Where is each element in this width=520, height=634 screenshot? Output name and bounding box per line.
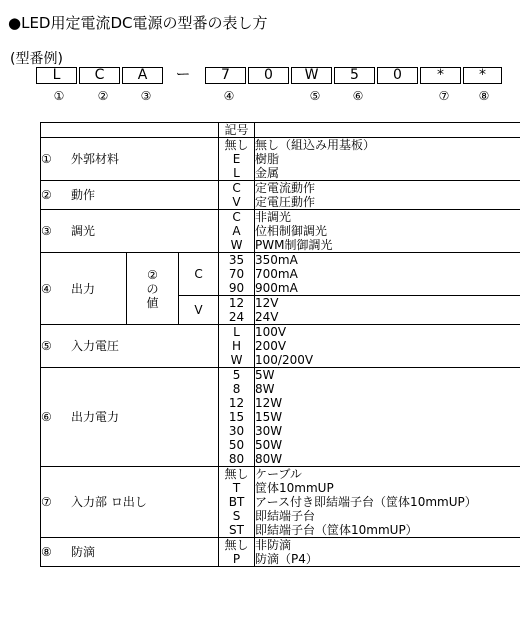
- category-name: 調光: [71, 224, 96, 238]
- code-cell: 30: [219, 424, 255, 438]
- index-marker: ⑧: [478, 89, 490, 103]
- model-char-box: C: [79, 67, 120, 84]
- mode-cell: V: [179, 296, 219, 325]
- desc-cell: アース付き即結端子台（筐体10mmUP）: [255, 495, 520, 509]
- desc-cell: 防滴（P4）: [255, 552, 520, 567]
- desc-cell: 80W: [255, 452, 520, 467]
- category-number: ⑧: [41, 545, 52, 559]
- category-cell: [41, 181, 219, 210]
- model-char-box: *: [463, 67, 502, 84]
- table-row: [41, 253, 520, 268]
- desc-cell: 8W: [255, 382, 520, 396]
- index-marker: ①: [53, 89, 65, 103]
- desc-cell: 350mA: [255, 253, 520, 268]
- desc-cell: 30W: [255, 424, 520, 438]
- category-name: 動作: [71, 188, 96, 202]
- category-cell: [41, 253, 127, 325]
- desc-cell: 100V: [255, 325, 520, 340]
- code-cell: 80: [219, 452, 255, 467]
- category-name: 出力: [71, 281, 96, 296]
- model-char-box: 0: [248, 67, 289, 84]
- code-cell: L: [219, 166, 255, 181]
- header-code: 記号: [219, 123, 255, 138]
- desc-cell: 15W: [255, 410, 520, 424]
- category-name: 外郭材料: [71, 152, 120, 166]
- index-marker: ④: [223, 89, 235, 103]
- model-number-boxes: [36, 67, 502, 84]
- model-char-box: W: [291, 67, 332, 84]
- category-name: 防滴: [71, 545, 96, 559]
- table-header-row: [41, 123, 520, 138]
- category-number: ②: [41, 188, 52, 202]
- model-char-box: L: [36, 67, 77, 84]
- category-cell: [41, 325, 219, 368]
- code-cell: W: [219, 353, 255, 368]
- code-cell: BT: [219, 495, 255, 509]
- code-cell: C: [219, 181, 255, 196]
- desc-cell: 定電圧動作: [255, 195, 520, 210]
- code-cell: 無し: [219, 538, 255, 553]
- desc-cell: 非防滴: [255, 538, 520, 553]
- category-name: 入力電圧: [71, 339, 120, 353]
- desc-cell: 900mA: [255, 281, 520, 296]
- category-number: ④: [41, 281, 52, 296]
- mode-cell: C: [179, 253, 219, 296]
- desc-cell: 24V: [255, 310, 520, 325]
- sub-category-cell: [127, 253, 179, 325]
- code-cell: W: [219, 238, 255, 253]
- code-cell: 24: [219, 310, 255, 325]
- desc-cell: 12W: [255, 396, 520, 410]
- code-cell: 90: [219, 281, 255, 296]
- category-cell: [41, 210, 219, 253]
- code-cell: 無し: [219, 138, 255, 153]
- code-cell: T: [219, 481, 255, 495]
- desc-cell: 即結端子台: [255, 509, 520, 523]
- desc-cell: 筐体10mmUP: [255, 481, 520, 495]
- code-cell: 無し: [219, 467, 255, 482]
- model-char-box: A: [122, 67, 163, 84]
- table-row: [41, 325, 520, 340]
- table-row: [41, 467, 520, 482]
- code-cell: V: [219, 195, 255, 210]
- desc-cell: 非調光: [255, 210, 520, 225]
- code-cell: L: [219, 325, 255, 340]
- code-cell: 50: [219, 438, 255, 452]
- desc-cell: 5W: [255, 368, 520, 383]
- desc-cell: 無し（組込み用基板）: [255, 138, 520, 153]
- code-cell: S: [219, 509, 255, 523]
- desc-cell: ケーブル: [255, 467, 520, 482]
- desc-cell: PWM制御調光: [255, 238, 520, 253]
- code-cell: P: [219, 552, 255, 567]
- category-name: 出力電力: [71, 410, 120, 424]
- model-char-box: 7: [205, 67, 246, 84]
- model-dash: ー: [175, 65, 191, 83]
- code-cell: 35: [219, 253, 255, 268]
- desc-cell: 樹脂: [255, 152, 520, 166]
- table-row: [41, 368, 520, 383]
- code-cell: ST: [219, 523, 255, 538]
- category-number: ⑥: [41, 410, 52, 424]
- model-char-box: *: [420, 67, 461, 84]
- model-char-box: 5: [334, 67, 375, 84]
- category-cell: [41, 368, 219, 467]
- desc-cell: 100/200V: [255, 353, 520, 368]
- category-name: 入力部 ロ出し: [71, 495, 147, 509]
- index-marker: ③: [140, 89, 152, 103]
- category-number: ①: [41, 152, 52, 166]
- code-cell: 12: [219, 296, 255, 311]
- page-title: ●LED用定電流DC電源の型番の表し方: [8, 14, 268, 32]
- category-cell: [41, 467, 219, 538]
- desc-cell: 700mA: [255, 267, 520, 281]
- category-cell: [41, 538, 219, 567]
- category-number: ⑤: [41, 339, 52, 353]
- desc-cell: 12V: [255, 296, 520, 311]
- code-cell: E: [219, 152, 255, 166]
- desc-cell: 金属: [255, 166, 520, 181]
- desc-cell: 即結端子台（筐体10mmUP）: [255, 523, 520, 538]
- index-marker: ②: [97, 89, 109, 103]
- table-row: [41, 138, 520, 153]
- table-row: [41, 210, 520, 225]
- category-number: ③: [41, 224, 52, 238]
- desc-cell: 位相制御調光: [255, 224, 520, 238]
- model-example-label: (型番例): [10, 51, 63, 67]
- model-char-box: 0: [377, 67, 418, 84]
- spec-table: [40, 122, 520, 567]
- index-marker: ⑤: [309, 89, 321, 103]
- code-cell: 5: [219, 368, 255, 383]
- sub-category-label: ②の値: [146, 267, 159, 310]
- category-cell: [41, 138, 219, 181]
- code-cell: A: [219, 224, 255, 238]
- code-cell: H: [219, 339, 255, 353]
- code-cell: 12: [219, 396, 255, 410]
- code-cell: C: [219, 210, 255, 225]
- header-blank: [255, 123, 520, 138]
- code-cell: 15: [219, 410, 255, 424]
- code-cell: 70: [219, 267, 255, 281]
- desc-cell: 200V: [255, 339, 520, 353]
- code-cell: 8: [219, 382, 255, 396]
- header-blank: [41, 123, 219, 138]
- index-marker: ⑦: [438, 89, 450, 103]
- desc-cell: 50W: [255, 438, 520, 452]
- category-number: ⑦: [41, 495, 52, 509]
- index-marker: ⑥: [352, 89, 364, 103]
- table-row: [41, 538, 520, 553]
- table-row: [41, 181, 520, 196]
- desc-cell: 定電流動作: [255, 181, 520, 196]
